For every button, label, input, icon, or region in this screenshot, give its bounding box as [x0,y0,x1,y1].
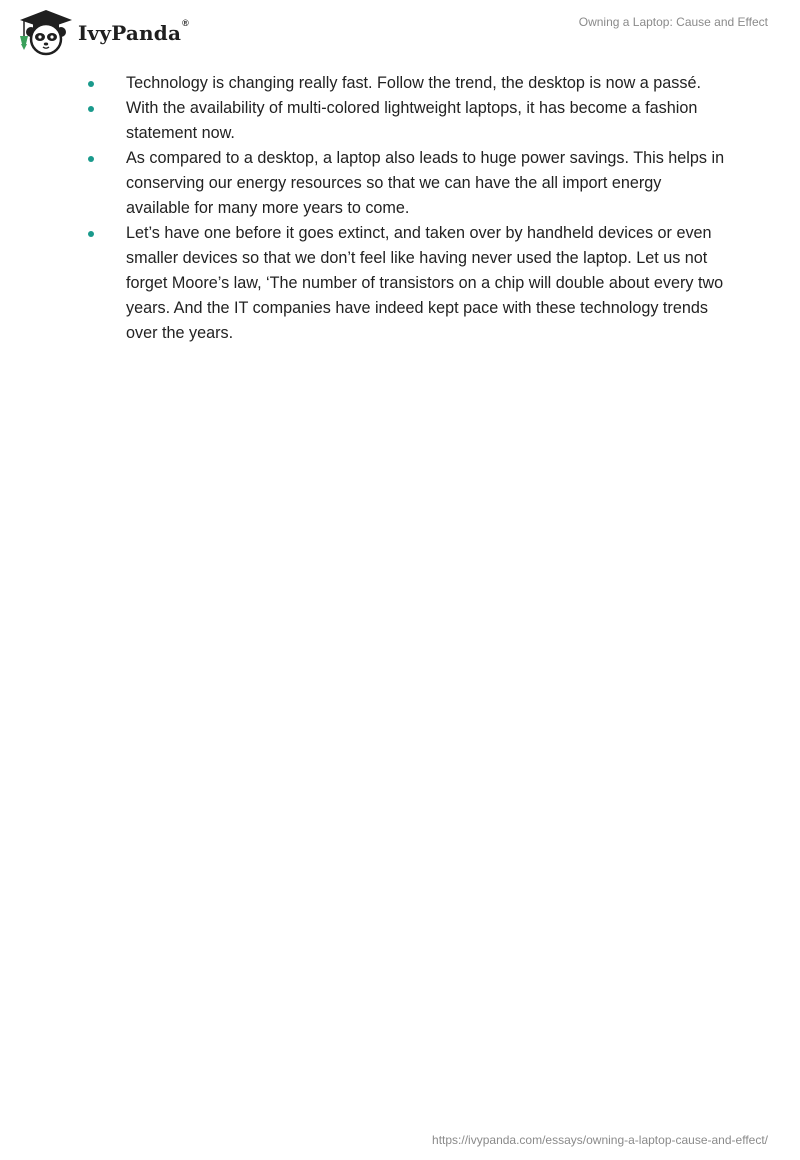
list-item-text: Technology is changing really fast. Follow the trend, the desktop is now a passé. [126,74,701,92]
list-item [88,146,728,221]
list-item [88,71,728,96]
list-item-text: With the availability of multi-colored lightweight laptops, it has become a fashion statement now. [126,99,698,142]
registered-mark: ® [182,18,189,28]
document-title: Owning a Laptop: Cause and Effect [578,15,768,29]
brand-name: IvyPanda [78,21,182,45]
bullet-icon [88,106,94,112]
source-url[interactable]: https://ivypanda.com/essays/owning-a-laptop-cause-and-effect/ [432,1133,768,1147]
list-item-text: As compared to a desktop, a laptop also leads to huge power savings. This helps in conserving our energy resources so that we can have the all import energy available for many more years to come. [126,149,725,217]
panda-graduate-icon [16,8,76,56]
bullet-icon [88,231,94,237]
page-header [0,0,800,64]
list-item [88,96,728,146]
bullet-list [88,71,728,346]
essay-content [88,71,728,346]
list-item-text: Let’s have one before it goes extinct, and taken over by handheld devices or even smaller devices so that we don’t feel like having never used the laptop. Let us not forget Moore’s law, ‘The number of transistors on a chip will double about every two years. And the IT companies have indeed kept pace with these technology trends over the years. [126,224,724,342]
list-item [88,221,728,346]
bullet-icon [88,81,94,87]
ivypanda-logo[interactable] [16,8,189,56]
bullet-icon [88,156,94,162]
